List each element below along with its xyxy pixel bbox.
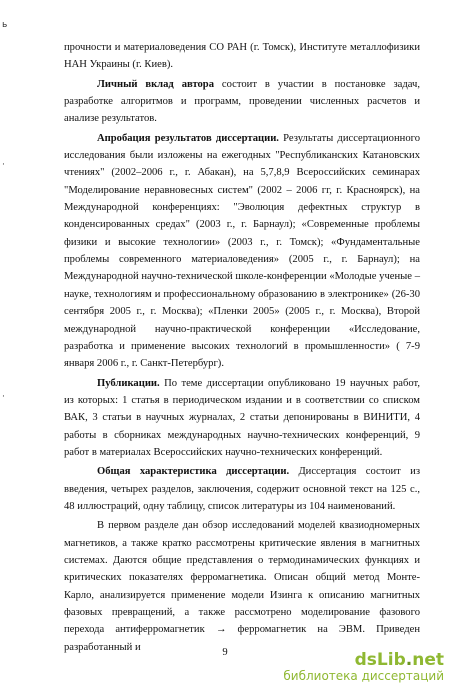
margin-mark: ь	[2, 20, 8, 30]
margin-mark: ·	[2, 392, 5, 402]
paragraph-text: состоит в участии в постановке задач, разработке алгоритмов и программ, проведении численных расчетов и анализе результатов.	[64, 78, 420, 125]
body-text	[64, 39, 420, 656]
watermark-logo-dot: .	[405, 650, 413, 670]
paragraph	[64, 375, 420, 462]
paragraph-heading: Апробация результатов диссертации.	[97, 132, 279, 144]
paragraph	[64, 76, 420, 128]
margin-mark: ·	[2, 160, 5, 170]
paragraph	[64, 39, 420, 74]
watermark	[283, 651, 444, 683]
paragraph-heading: Публикации.	[97, 377, 160, 389]
paragraph-text: В первом разделе дан обзор исследований моделей квазиодномерных магнетиков, а также кратко рассмотрены критические явления в магнитных системах. Даются общие представления о термодинамических функциях и критических показателях ферромагнетика. Описан общий метод Монте-Карло, анализируется применение модели Изинга к описанию магнитных фазовых превращений, а также рассмотрено моделирование фазового перехода антиферромагнетик → ферромагнетик на ЭВМ. Приведен разработанный и	[64, 520, 420, 653]
paragraph-heading: Общая характеристика диссертации.	[97, 466, 290, 478]
paragraph-text: Диссертация состоит из введения, четырех разделов, заключения, содержит основной текст на 125 с., 48 иллюстраций, одну таблицу, список литературы из 104 наименований.	[64, 466, 420, 512]
paragraph-text: По теме диссертации опубликовано 19 научных работ, из которых: 1 статья в периодическом издании и в соответствии со списком ВАК, 3 статьи в научных журналах, 2 статьи депонированы в ВИНИТИ, 4 работы в сборниках международных научно-технических конференций, 9 работ в материалах Всероссийских научно-технических конференций.	[64, 377, 420, 458]
paragraph	[64, 463, 420, 515]
paragraph-text: Результаты диссертационного исследования были изложены на ежегодных "Республиканских Катановских чтениях" (2002–2006 г., г. Абакан), на 5,7,8,9 Всероссийских семинарах "Моделирование неравновесных систем" (2002 – 2006 гг, г. Красноярск), на Международной конференциях: "Эволюция дефектных структур в конденсированных средах" (2003 г., г. Барнаул); «Современные проблемы физики и высокие технологии» (2003 г., г. Томск); «Фундаментальные проблемы современного материаловедения» (2005 г., г. Барнаул); на Международной научно-технической школе-конференции «Молодые ученые – науке, технологиям и профессиональному образованию в электронике» (26-30 сентября 2005 г., г. Москва); «Пленки 2005» (2005 г., г. Москва), Второй международной научно-практической конференции «Исследование, разработка и применение высоких технологий в промышленности» ( 7-9 января 2006 г., г. Санкт-Петербург).	[64, 132, 420, 370]
page-number: 9	[222, 647, 228, 658]
paragraph-heading: Личный вклад автора	[97, 78, 214, 90]
paragraph	[64, 517, 420, 656]
watermark-logo	[283, 651, 444, 669]
watermark-logo-main: dsLib	[354, 650, 406, 670]
paragraph	[64, 130, 420, 373]
watermark-logo-tld: net	[412, 650, 444, 670]
paragraph-text: прочности и материаловедения СО РАН (г. Томск), Институте металлофизики НАН Украины (г. Киев).	[64, 42, 420, 71]
watermark-tagline: библиотека диссертаций	[283, 669, 444, 683]
